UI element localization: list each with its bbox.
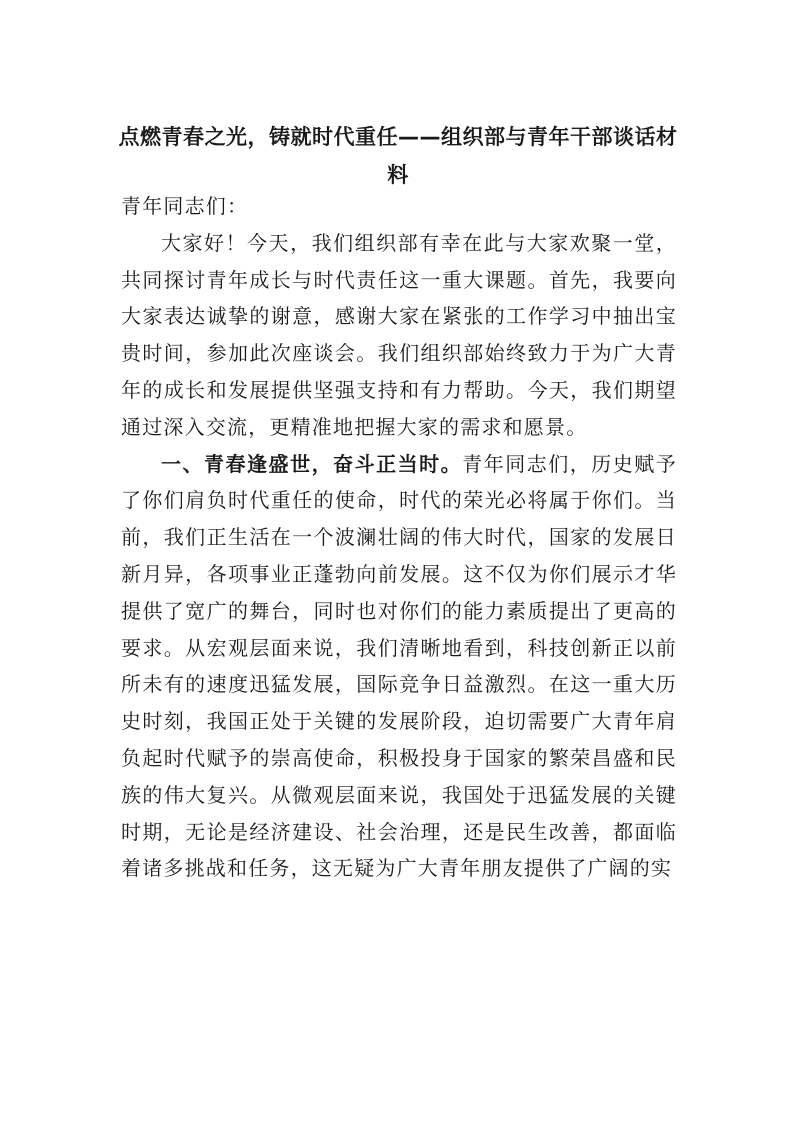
salutation: 青年同志们： [121, 194, 249, 218]
document-body [121, 188, 677, 887]
paragraph-text: 大家好！今天，我们组织部有幸在此与大家欢聚一堂，共同探讨青年成长与时代责任这一重大课题。首先，我要向大家表达诚挚的谢意，感谢大家在紧张的工作学习中抽出宝贵时间，参加此次座谈会。我们组织部始终致力于为广大青年的成长和发展提供坚强支持和有力帮助。今天，我们期望通过深入交流，更精准地把握大家的需求和愿景。 [121, 230, 677, 439]
document-title: 点燃青春之光，铸就时代重任——组织部与青年干部谈话材料 [118, 125, 678, 187]
paragraph-section-one [121, 446, 677, 888]
section-heading: 一、青春逢盛世，奋斗正当时。 [161, 451, 463, 476]
paragraph-greeting [121, 225, 677, 446]
paragraph-text: 青年同志们，历史赋予了你们肩负时代重任的使命，时代的荣光必将属于你们。当前，我们正生活在一个波澜壮阔的伟大时代，国家的发展日新月异，各项事业正蓬勃向前发展。这不仅为你们展示才华提供了宽广的舞台，同时也对你们的能力素质提出了更高的要求。从宏观层面来说，我们清晰地看到，科技创新正以前所未有的速度迅猛发展，国际竞争日益激烈。在这一重大历史时刻，我国正处于关键的发展阶段，迫切需要广大青年肩负起时代赋予的崇高使命，积极投身于国家的繁荣昌盛和民族的伟大复兴。从微观层面来说，我国处于迅猛发展的关键时期，无论是经济建设、社会治理，还是民生改善，都面临着诸多挑战和任务，这无疑为广大青年朋友提供了广阔的实 [121, 451, 677, 881]
